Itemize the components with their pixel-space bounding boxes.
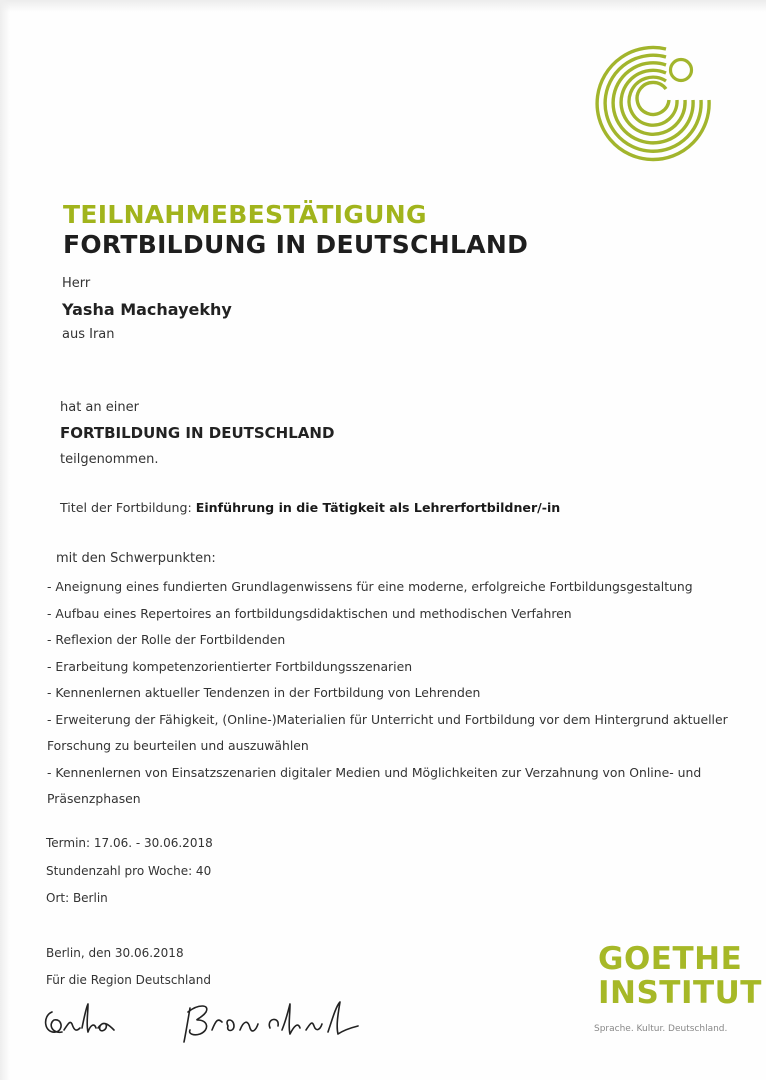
participation-intro: hat an einer: [60, 400, 139, 415]
list-item: - Aneignung eines fundierten Grundlagenwissens für eine moderne, erfolgreiche Fortbildungsgestaltung: [47, 579, 693, 594]
list-item: - Kennenlernen aktueller Tendenzen in der Fortbildung von Lehrenden: [47, 685, 481, 700]
participation-outro: teilgenommen.: [60, 452, 159, 467]
brand-line-1: GOETHE: [598, 941, 743, 977]
certificate-subheading: FORTBILDUNG IN DEUTSCHLAND: [63, 230, 529, 259]
recipient-name: Yasha Machayekhy: [62, 300, 232, 319]
list-item: - Kennenlernen von Einsatzszenarien digitaler Medien und Möglichkeiten zur Verzahnung von Online- und Präsenzphasen: [47, 764, 702, 806]
hours-line: Stundenzahl pro Woche: 40: [46, 864, 212, 878]
list-item: - Erweiterung der Fähigkeit, (Online-)Materialien für Unterricht und Fortbildung vor dem Hintergrund aktueller Forschung zu beurteilen und auszuwählen: [47, 711, 728, 753]
program-name: FORTBILDUNG IN DEUTSCHLAND: [60, 424, 335, 442]
region-line: Für die Region Deutschland: [46, 973, 211, 987]
signature-image: [38, 990, 368, 1050]
focus-list: [47, 574, 737, 813]
goethe-logo-icon: [588, 40, 718, 170]
date-line: Berlin, den 30.06.2018: [46, 946, 184, 960]
course-title-label: Titel der Fortbildung:: [60, 500, 192, 515]
course-title: Einführung in die Tätigkeit als Lehrerfortbildner/-in: [195, 500, 561, 515]
goethe-institut-wordmark: [598, 942, 762, 1010]
termin-line: Termin: 17.06. - 30.06.2018: [46, 836, 213, 850]
list-item: - Reflexion der Rolle der Fortbildenden: [47, 632, 286, 647]
scan-shadow-top: [0, 0, 766, 12]
brand-line-2: INSTITUT: [598, 975, 762, 1011]
course-title-line: [60, 500, 560, 515]
list-item: - Aufbau eines Repertoires an fortbildungsdidaktischen und methodischen Verfahren: [47, 605, 572, 621]
salutation: Herr: [62, 276, 91, 291]
focus-heading: mit den Schwerpunkten:: [56, 551, 216, 566]
scan-shadow-left: [0, 0, 10, 1080]
place-line: Ort: Berlin: [46, 891, 108, 905]
certificate-heading: TEILNAHMEBESTÄTIGUNG: [63, 200, 427, 229]
recipient-origin: aus Iran: [62, 327, 115, 342]
brand-tagline: Sprache. Kultur. Deutschland.: [594, 1024, 728, 1034]
list-item: - Erarbeitung kompetenzorientierter Fortbildungsszenarien: [47, 658, 413, 674]
